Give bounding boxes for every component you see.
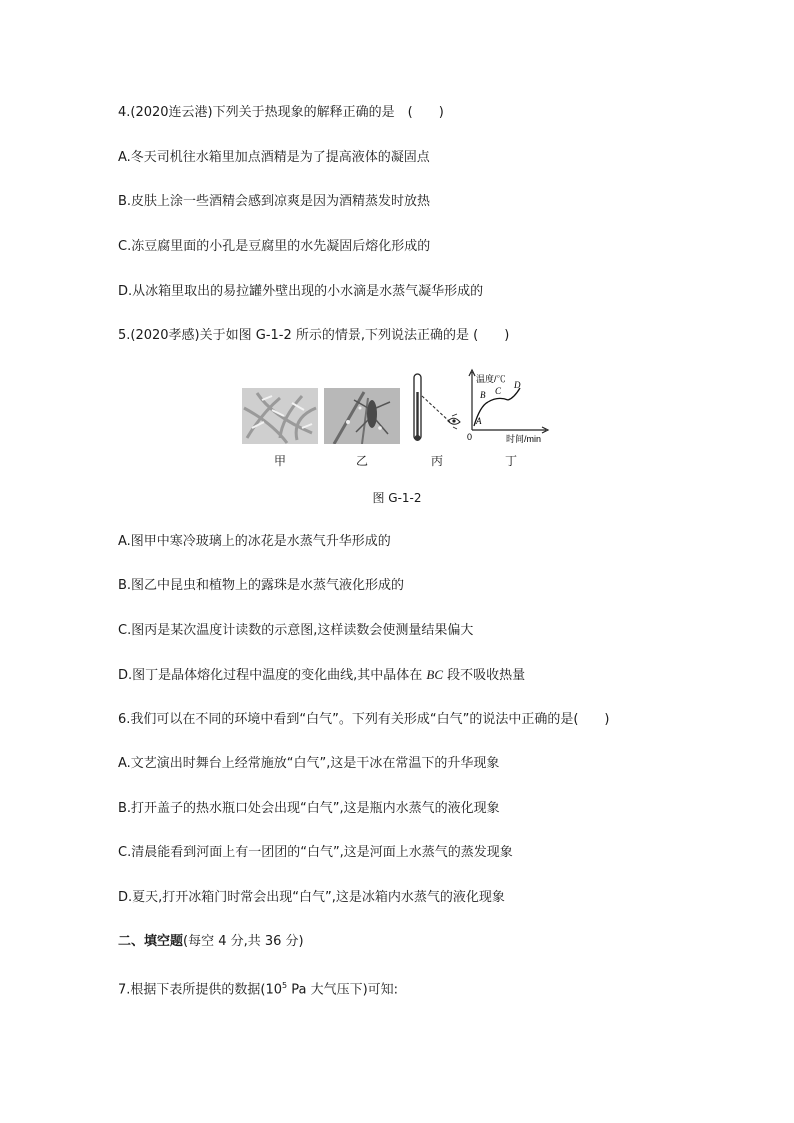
point-c-label: C [495, 386, 502, 396]
frost-photo [242, 388, 318, 444]
thermometer-diagram [408, 372, 468, 444]
q6-option-b: B.打开盖子的热水瓶口处会出现“白气”,这是瓶内水蒸气的液化现象 [118, 801, 500, 816]
q4-option-b: B.皮肤上涂一些酒精会感到凉爽是因为酒精蒸发时放热 [118, 194, 431, 209]
q5-figure [0, 370, 794, 470]
insect-dew-photo [324, 388, 400, 444]
q4-option-d: D.从冰箱里取出的易拉罐外壁出现的小水滴是水蒸气凝华形成的 [118, 284, 484, 299]
section-heading [118, 934, 304, 950]
section-note: (每空 4 分,共 36 分) [183, 934, 304, 949]
label-bing: 丙 [431, 454, 444, 468]
graph-ylabel: 温度/℃ [476, 374, 506, 384]
q4-option-a: A.冬天司机往水箱里加点酒精是为了提高液体的凝固点 [118, 150, 430, 165]
q6-option-d: D.夏天,打开冰箱门时常会出现“白气”,这是冰箱内水蒸气的液化现象 [118, 890, 505, 905]
melting-curve-graph [462, 368, 562, 448]
graph-origin: 0 [467, 432, 473, 442]
graph-xlabel: 时间/min [506, 434, 542, 444]
q5-option-d-before: D.图丁是晶体熔化过程中温度的变化曲线,其中晶体在 [118, 668, 427, 683]
figure-caption: 图 G-1-2 [372, 491, 422, 505]
point-b-label: B [480, 390, 486, 400]
q5-option-d [118, 667, 525, 684]
q5-option-d-after: 段不吸收热量 [443, 668, 526, 683]
q7-post: Pa 大气压下)可知: [287, 982, 399, 998]
q5-option-b: B.图乙中昆虫和植物上的露珠是水蒸气液化形成的 [118, 578, 405, 593]
q4-stem: 4.(2020连云港)下列关于热现象的解释正确的是 ( ) [118, 105, 444, 120]
section-title: 二、填空题 [118, 934, 184, 949]
point-d-label: D [514, 380, 521, 390]
q5-option-a: A.图甲中寒冷玻璃上的冰花是水蒸气升华形成的 [118, 534, 391, 549]
q5-option-d-segment: BC [426, 667, 444, 682]
q7-exponent: 5 [282, 981, 288, 990]
point-a-label: A [476, 416, 482, 426]
label-yi: 乙 [356, 454, 369, 468]
label-jia: 甲 [274, 454, 287, 468]
q4-option-c: C.冻豆腐里面的小孔是豆腐里的水先凝固后熔化形成的 [118, 239, 431, 254]
label-ding: 丁 [505, 454, 518, 468]
q5-stem: 5.(2020孝感)关于如图 G-1-2 所示的情景,下列说法正确的是 ( ) [118, 328, 510, 343]
curve-bc [488, 398, 508, 402]
q5-option-c: C.图丙是某次温度计读数的示意图,这样读数会使测量结果偏大 [118, 623, 474, 638]
q6-option-a: A.文艺演出时舞台上经常施放“白气”,这是干冰在常温下的升华现象 [118, 756, 500, 771]
q7-pre: 7.根据下表所提供的数据(10 [118, 982, 283, 998]
q6-stem: 6.我们可以在不同的环境中看到“白气”。下列有关形成“白气”的说法中正确的是( ) [118, 712, 610, 727]
q7-stem [118, 978, 398, 998]
q6-option-c: C.清晨能看到河面上有一团团的“白气”,这是河面上水蒸气的蒸发现象 [118, 845, 513, 860]
